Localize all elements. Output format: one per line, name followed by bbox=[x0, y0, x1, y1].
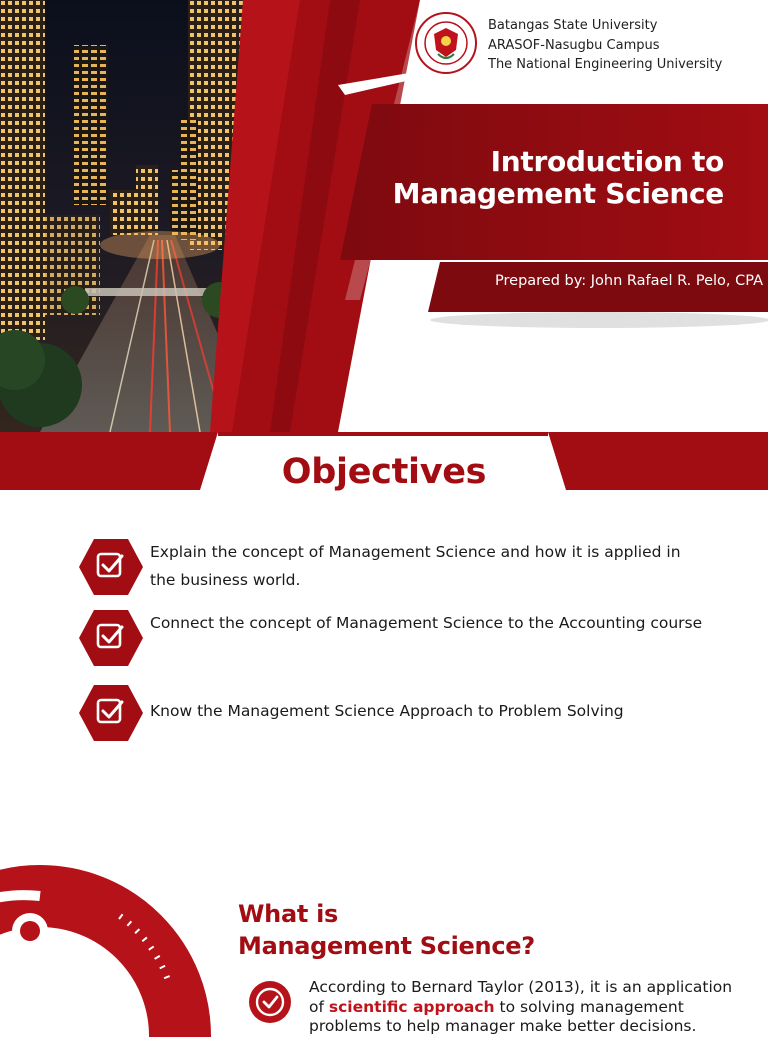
checkbox-icon bbox=[78, 609, 144, 667]
page-title bbox=[393, 146, 724, 210]
definition-heading-line-1: What is bbox=[238, 900, 338, 928]
definition-intro: According to Bernard Taylor (2013), it is an application of bbox=[309, 978, 733, 1016]
decorative-ring-graphic bbox=[0, 876, 200, 1024]
checkbox-icon bbox=[78, 684, 144, 742]
university-tagline: The National Engineering University bbox=[488, 57, 723, 72]
university-info bbox=[488, 16, 722, 75]
checkbox-icon bbox=[78, 538, 144, 596]
check-circle-icon bbox=[248, 980, 292, 1024]
definition-highlight: scientific approach bbox=[328, 997, 495, 1016]
definition-rest: to solving management problems to help manager make better decisions. bbox=[309, 997, 697, 1035]
definition-heading bbox=[238, 898, 535, 962]
title-line-2: Management Science bbox=[392, 177, 724, 210]
prepared-by: Prepared by: John Rafael R. Pelo, CPA bbox=[495, 273, 763, 289]
objective-text: Connect the concept of Management Science to the Accounting course bbox=[150, 614, 703, 632]
objective-text: Explain the concept of Management Science and how it is applied in the business world. bbox=[150, 543, 681, 589]
definition-text bbox=[309, 978, 749, 1037]
title-line-1: Introduction to bbox=[490, 145, 724, 178]
hero-banner bbox=[0, 0, 768, 432]
campus-name: ARASOF-Nasugbu Campus bbox=[488, 37, 660, 53]
objective-text: Know the Management Science Approach to Problem Solving bbox=[150, 702, 624, 720]
definition-heading-line-2: Management Science? bbox=[238, 932, 535, 960]
objectives-heading: Objectives bbox=[281, 452, 487, 492]
university-name: Batangas State University bbox=[488, 18, 658, 33]
university-seal-logo bbox=[415, 12, 477, 74]
